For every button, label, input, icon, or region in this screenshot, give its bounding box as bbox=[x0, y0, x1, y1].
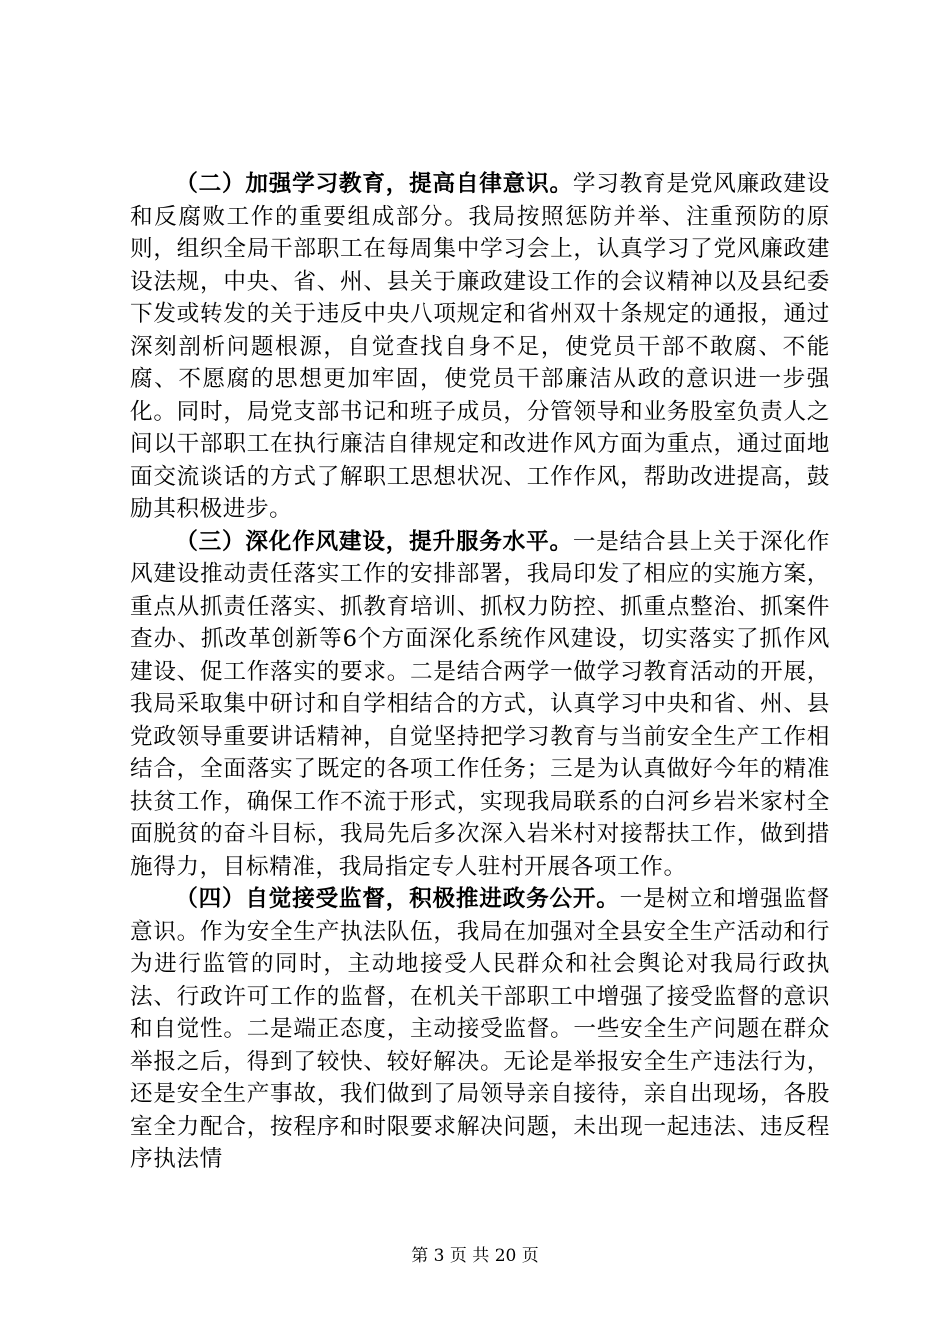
paragraph-section-2 bbox=[130, 168, 830, 526]
paragraph-text: 学习教育是党风廉政建设和反腐败工作的重要组成部分。我局按照惩防并举、注重预防的原则，组织全局干部职工在每周集中学习会上，认真学习了党风廉政建设法规，中央、省、州、县关于廉政建设工作的会议精神以及县纪委下发或转发的关于违反中央八项规定和省州双十条规定的通报，通过深刻剖析问题根源，自觉查找自身不足，使党员干部不敢腐、不能腐、不愿腐的思想更加牢固，使党员干部廉洁从政的意识进一步强化。同时，局党支部书记和班子成员，分管领导和业务股室负责人之间以干部职工在执行廉洁自律规定和改进作风方面为重点，通过面地面交流谈话的方式了解职工思想状况、工作作风，帮助改进提高，鼓励其积极进步。 bbox=[130, 171, 830, 522]
paragraph-section-3 bbox=[130, 526, 830, 884]
paragraph-text: 一是树立和增强监督意识。作为安全生产执法队伍，我局在加强对全县安全生产活动和行为进行监管的同时，主动地接受人民群众和社会舆论对我局行政执法、行政许可工作的监督，在机关干部职工中增强了接受监督的意识和自觉性。二是端正态度，主动接受监督。一些安全生产问题在群众举报之后，得到了较快、较好解决。无论是举报安全生产违法行为，还是安全生产事故，我们做到了局领导亲自接待，亲自出现场，各股室全力配合，按程序和时限要求解决问题，未出现一起违法、违反程序执法情 bbox=[130, 886, 830, 1172]
section-heading: （二）加强学习教育，提高自律意识。 bbox=[175, 171, 573, 197]
section-heading: （四）自觉接受监督，积极推进政务公开。 bbox=[175, 886, 620, 912]
document-body bbox=[130, 168, 830, 1176]
page-number-footer: 第 3 页 共 20 页 bbox=[411, 1246, 539, 1266]
paragraph-section-4 bbox=[130, 883, 830, 1176]
paragraph-text: 一是结合县上关于深化作风建设推动责任落实工作的安排部署，我局印发了相应的实施方案，重点从抓责任落实、抓教育培训、抓权力防控、抓重点整治、抓案件查办、抓改革创新等6个方面深化系统作风建设，切实落实了抓作风建设、促工作落实的要求。二是结合两学一做学习教育活动的开展，我局采取集中研讨和自学相结合的方式，认真学习中央和省、州、县党政领导重要讲话精神，自觉坚持把学习教育与当前安全生产工作相结合，全面落实了既定的各项工作任务；三是为认真做好今年的精准扶贫工作，确保工作不流于形式，实现我局联系的白河乡岩米家村全面脱贫的奋斗目标，我局先后多次深入岩米村对接帮扶工作，做到措施得力，目标精准，我局指定专人驻村开展各项工作。 bbox=[130, 528, 830, 880]
section-heading: （三）深化作风建设，提升服务水平。 bbox=[175, 528, 573, 555]
